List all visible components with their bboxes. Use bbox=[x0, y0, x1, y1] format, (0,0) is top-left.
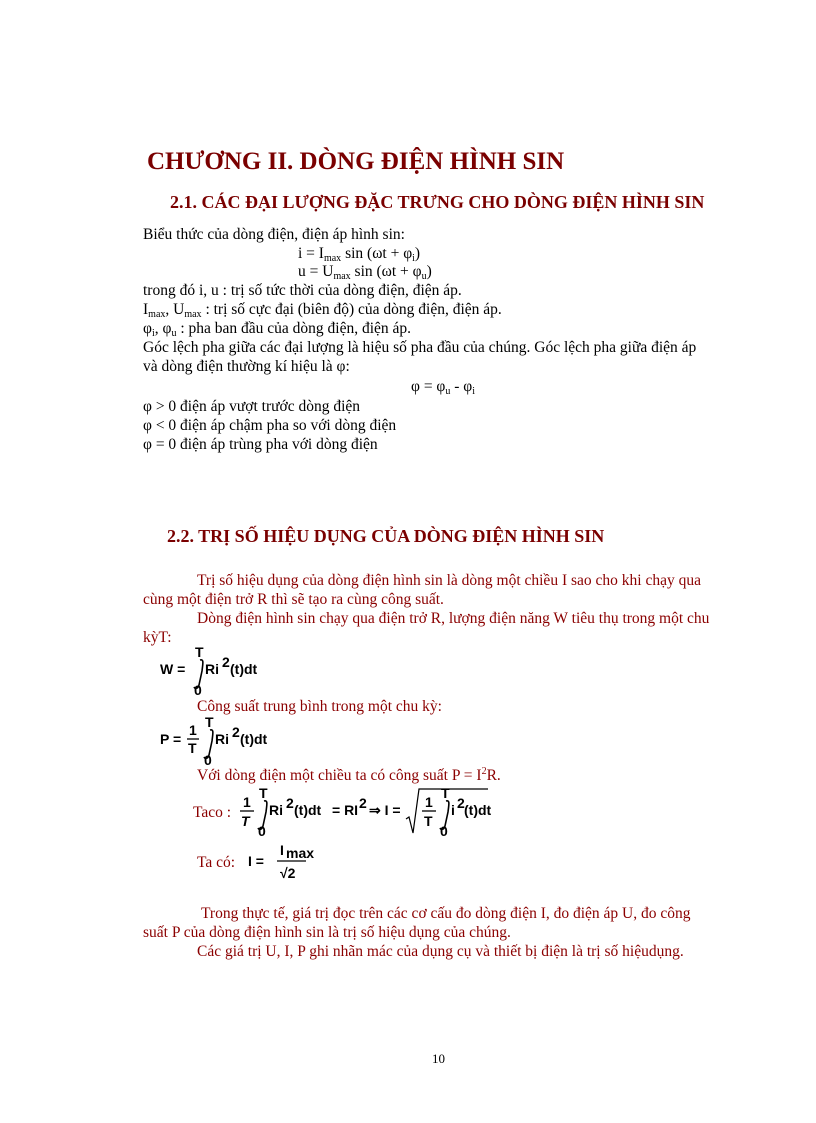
svg-text:I =: I = bbox=[248, 853, 264, 869]
svg-text:= RI: = RI bbox=[332, 802, 359, 818]
svg-text:2: 2 bbox=[457, 795, 465, 811]
section-heading-2-2: 2.2. TRỊ SỐ HIỆU DỤNG CỦA DÒNG ĐIỆN HÌNH SIN bbox=[167, 526, 605, 546]
paragraph-1-line-1: Trị số hiệu dụng của dòng điện hình sin là dòng một chiều I sao cho khi chạy qua bbox=[197, 572, 701, 589]
case-positive: φ > 0 điện áp vượt trước dòng điện bbox=[143, 398, 361, 415]
taco-label: Taco : bbox=[193, 804, 232, 821]
svg-text:⇒ I =: ⇒ I = bbox=[369, 802, 401, 818]
svg-text:√2: √2 bbox=[280, 865, 296, 881]
equation-current: $i = I_{max}$ $\sin (\omega t + \varphi_i)$ bbox=[298, 245, 421, 264]
page-number: 10 bbox=[432, 1051, 445, 1066]
svg-text:2: 2 bbox=[232, 724, 240, 740]
svg-text:T: T bbox=[205, 714, 214, 730]
paragraph-3-line-1: Trong thực tế, giá trị đọc trên các cơ cấu đo dòng điện I, đo điện áp U, đo công bbox=[201, 905, 691, 922]
svg-text:(t)dt: (t)dt bbox=[230, 661, 258, 677]
svg-text:2: 2 bbox=[286, 795, 294, 811]
svg-text:Ri: Ri bbox=[269, 802, 283, 818]
paragraph-2-line-1: Dòng điện hình sin chạy qua điện trở R, lượng điện năng W tiêu thụ trong một chu bbox=[197, 610, 710, 627]
case-zero: φ = 0 điện áp trùng pha với dòng điện bbox=[143, 436, 378, 453]
svg-text:0: 0 bbox=[194, 682, 202, 698]
case-negative: φ < 0 điện áp chậm pha so với dòng điện bbox=[143, 417, 397, 434]
chapter-title: CHƯƠNG II. DÒNG ĐIỆN HÌNH SIN bbox=[147, 148, 565, 175]
svg-text:T: T bbox=[241, 813, 250, 829]
formula-rms-value bbox=[246, 840, 315, 884]
phase-diff-line-1: Góc lệch pha giữa các đại lượng là hiệu số pha đầu của chúng. Góc lệch pha giữa điện áp bbox=[143, 339, 697, 356]
svg-text:I: I bbox=[280, 842, 284, 858]
phase-line: $\varphi_i$, $\varphi_u$ : pha ban đầu của dòng điện, điện áp. bbox=[143, 320, 412, 339]
svg-text:1: 1 bbox=[243, 794, 251, 810]
svg-text:(t)dt: (t)dt bbox=[240, 731, 268, 747]
paragraph-4: Các giá trị U, I, P ghi nhãn mác của dụng cụ và thiết bị điện là trị số hiệudụng. bbox=[197, 943, 684, 960]
taco2-label: Ta có: bbox=[197, 854, 236, 871]
svg-text:T: T bbox=[259, 785, 268, 801]
svg-text:0: 0 bbox=[204, 752, 212, 768]
paragraph-3-line-2: suất P của dòng điện hình sin là trị số hiệu dụng của chúng. bbox=[143, 924, 511, 941]
svg-text:T: T bbox=[188, 740, 197, 756]
svg-text:1: 1 bbox=[189, 722, 197, 738]
paragraph-1-line-2: cùng một điện trở R thì sẽ tạo ra cùng công suất. bbox=[143, 591, 444, 608]
svg-text:2: 2 bbox=[359, 795, 367, 811]
formula-energy bbox=[158, 644, 278, 698]
dc-power-text: Với dòng điện một chiều ta có công suất $P = I^2R$. bbox=[197, 766, 501, 784]
svg-text:Ri: Ri bbox=[205, 661, 219, 677]
phi-equation: $\varphi = \varphi_u - \varphi_i$ bbox=[411, 378, 476, 397]
svg-text:2: 2 bbox=[222, 654, 230, 670]
instant-values-line: trong đó i, u : trị số tức thời của dòng điện, điện áp. bbox=[143, 282, 462, 299]
section-heading-2-1: 2.1. CÁC ĐẠI LƯỢNG ĐẶC TRƯNG CHO DÒNG ĐIỆN HÌNH SIN bbox=[170, 192, 705, 212]
svg-text:i: i bbox=[451, 802, 455, 818]
svg-text:0: 0 bbox=[258, 823, 266, 839]
svg-text:W =: W = bbox=[160, 661, 186, 677]
svg-text:T: T bbox=[424, 813, 433, 829]
svg-text:0: 0 bbox=[440, 823, 448, 839]
average-power-text: Công suất trung bình trong một chu kỳ: bbox=[197, 698, 442, 715]
formula-power bbox=[158, 714, 278, 768]
svg-text:P =: P = bbox=[160, 731, 182, 747]
svg-text:T: T bbox=[195, 644, 204, 660]
equation-voltage: $u = U_{max}$ $\sin (\omega t + \varphi_u)$ bbox=[298, 263, 432, 282]
svg-text:Ri: Ri bbox=[215, 731, 229, 747]
paragraph-2-line-2: kỳT: bbox=[143, 629, 172, 646]
phase-diff-line-2: và dòng điện thường kí hiệu là φ: bbox=[143, 358, 350, 375]
svg-text:(t)dt: (t)dt bbox=[294, 802, 322, 818]
intro-text: Biểu thức của dòng điện, điện áp hình sin: bbox=[143, 226, 405, 243]
formula-rms-derivation bbox=[238, 785, 490, 837]
svg-text:max: max bbox=[286, 845, 315, 861]
svg-text:1: 1 bbox=[425, 794, 433, 810]
svg-text:(t)dt: (t)dt bbox=[464, 802, 492, 818]
svg-text:T: T bbox=[441, 785, 450, 801]
max-values-line: $I_{max}$, $U_{max}$ : trị số cực đại (biên độ) của dòng điện, điện áp. bbox=[143, 301, 502, 320]
